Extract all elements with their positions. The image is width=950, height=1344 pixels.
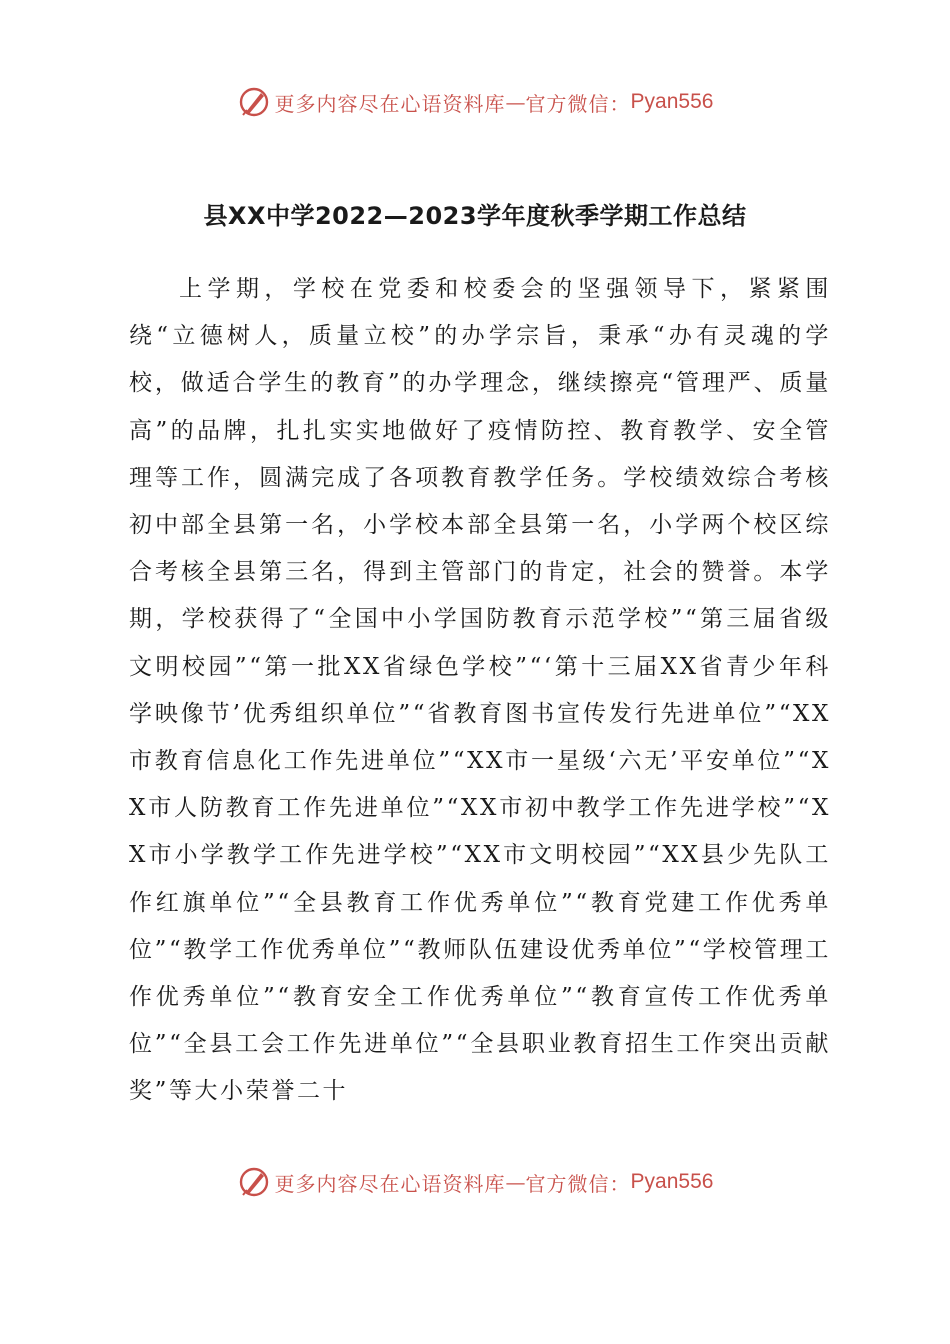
banner-brand-text: 更多内容尽在心语资料库 (274, 1171, 506, 1196)
banner-wechat-id: Pyan556 (630, 1170, 714, 1193)
document-paragraph: 上学期，学校在党委和校委会的坚强领导下，紧紧围绕“立德树人，质量立校”的办学宗旨，秉承“办有灵魂的学校，做适合学生的教育”的办学理念，继续擦亮“管理严、质量高”的品牌，扎扎实实地做好了疫情防控、教育教学、安全管理等工作，圆满完成了各项教育教学任务。学校绩效综合考核初中部全县第一名，小学校本部全县第一名，小学两个校区综合考核全县第三名，得到主管部门的肯定，社会的赞誉。本学期，学校获得了“全国中小学国防教育示范学校”“第三届省级文明校园”“第一批XX省绿色学校”“‘第十三届XX省青少年科学映像节’优秀组织单位”“省教育图书宣传发行先进单位”“XX市教育信息化工作先进单位”“XX市一星级‘六无’平安单位”“XX市人防教育工作先进单位”“XX市初中教学工作先进学校”“XX市小学教学工作先进学校”“XX市文明校园”“XX县少先队工作红旗单位”“全县教育工作优秀单位”“教育党建工作优秀单位”“教学工作优秀单位”“教师队伍建设优秀单位”“学校管理工作优秀单位”“教育安全工作优秀单位”“教育宣传工作优秀单位”“全县工会工作先进单位”“全县职业教育招生工作突出贡献奖”等大小荣誉二十 (129, 276, 831, 1105)
banner-wechat-label: 官方微信： (525, 1171, 631, 1196)
banner-brand-text: 更多内容尽在心语资料库 (274, 91, 506, 116)
footer-watermark-banner (0, 1160, 950, 1204)
banner-dash: — (505, 1170, 526, 1194)
banner-dash: — (505, 90, 526, 114)
quill-seal-logo-icon (237, 85, 271, 119)
banner-wechat-id: Pyan556 (630, 90, 714, 113)
document-title: 县XX中学2022—2023学年度秋季学期工作总结 (203, 202, 747, 230)
quill-seal-logo-icon (237, 1165, 271, 1199)
banner-wechat-label: 官方微信： (525, 91, 631, 116)
header-watermark-banner (0, 80, 950, 124)
